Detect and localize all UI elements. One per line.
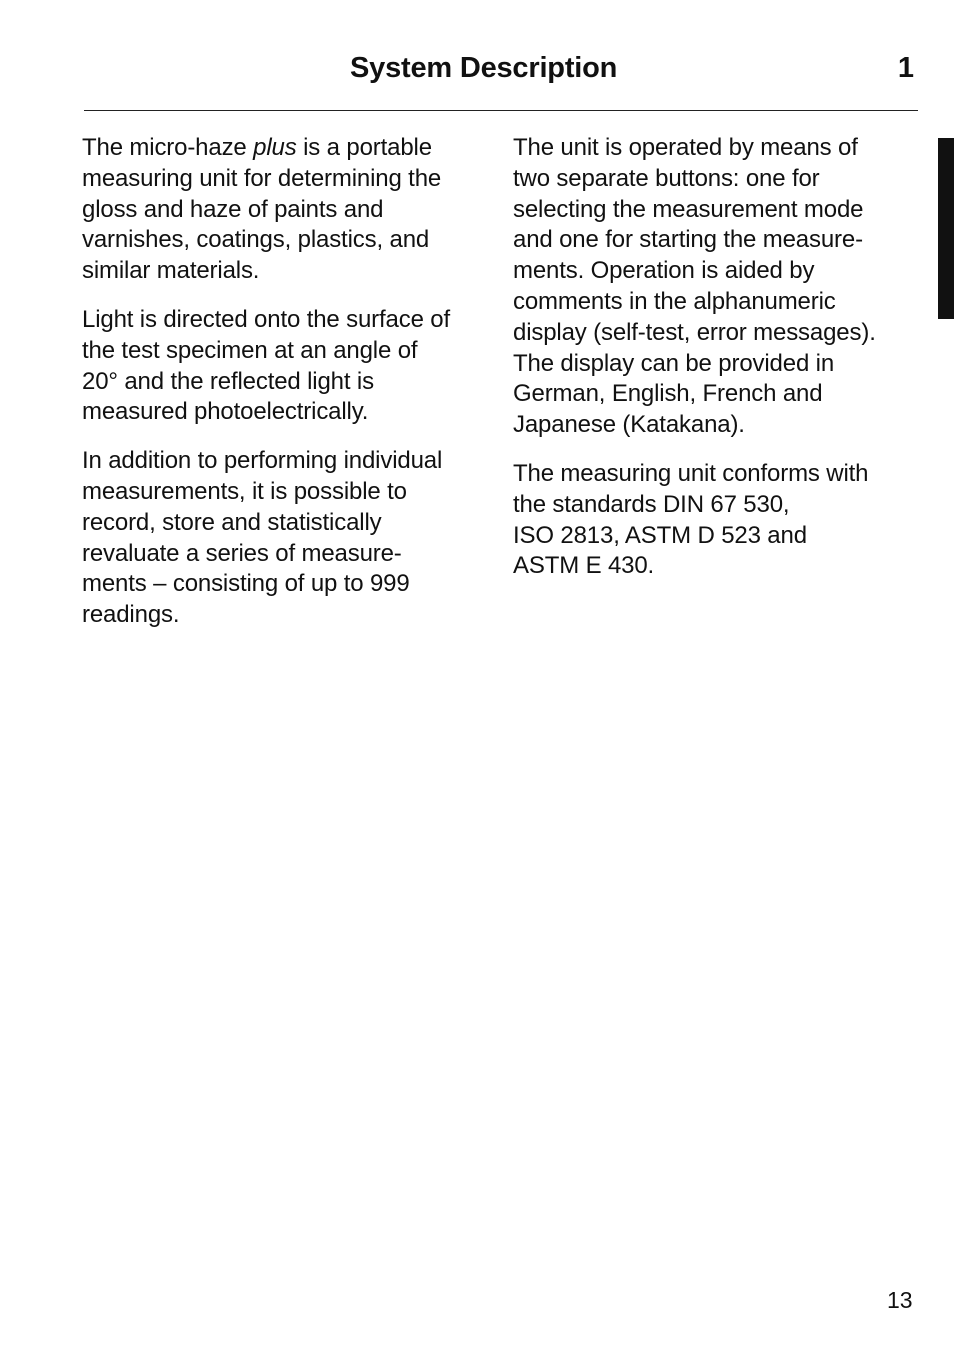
- text-line: selecting the measurement mode: [513, 195, 864, 223]
- paragraph-measurement-principle: [82, 305, 497, 428]
- text-line: display (self-test, error messages).: [513, 318, 876, 346]
- text-line: Light is directed onto the surface of: [82, 305, 451, 333]
- text-line: ISO 2813, ASTM D 523 and: [513, 521, 807, 549]
- text-line: The measuring unit conforms with: [513, 459, 869, 487]
- text-line: ments. Operation is aided by: [513, 257, 815, 285]
- text-run: The micro-haze: [82, 134, 254, 161]
- page-title: System Description: [350, 52, 618, 84]
- text-line: Japanese (Katakana).: [513, 411, 745, 439]
- product-name-emphasis: plus: [253, 134, 297, 161]
- text-line: 20° and the reflected light is: [82, 367, 374, 395]
- left-text-column: [82, 133, 497, 649]
- text-line: and one for starting the measure-: [513, 226, 863, 254]
- text-line: record, store and statistically: [82, 508, 382, 536]
- paragraph-product-intro: [82, 133, 497, 287]
- text-line: readings.: [82, 601, 180, 629]
- text-line: ments – consisting of up to 999: [82, 570, 410, 598]
- text-line: varnishes, coatings, plastics, and: [82, 226, 430, 254]
- text-line: the test specimen at an angle of: [82, 336, 418, 364]
- text-line: The unit is operated by means of: [513, 134, 858, 161]
- paragraph-series-measurements: [82, 446, 497, 631]
- paragraph-standards: [513, 459, 923, 582]
- text-line: comments in the alphanumeric: [513, 287, 836, 315]
- text-line: The display can be provided in: [513, 349, 835, 377]
- text-line: ASTM E 430.: [513, 552, 655, 580]
- text-line: measuring unit for determining the: [82, 164, 442, 192]
- text-line: German, English, French and: [513, 380, 823, 408]
- text-line: revaluate a series of measure-: [82, 539, 402, 567]
- text-line: similar materials.: [82, 257, 260, 285]
- page-number: 13: [887, 1287, 913, 1313]
- text-line: [82, 133, 497, 164]
- text-run: is a portable: [296, 134, 432, 161]
- paragraph-operation: [513, 133, 923, 441]
- page-header: [84, 48, 918, 111]
- text-line: measurements, it is possible to: [82, 477, 407, 505]
- chapter-tab-marker: [938, 138, 954, 319]
- text-line: gloss and haze of paints and: [82, 195, 384, 223]
- text-line: two separate buttons: one for: [513, 164, 820, 192]
- right-text-column: [513, 133, 923, 600]
- text-line: In addition to performing individual: [82, 447, 443, 475]
- text-line: measured photoelectrically.: [82, 398, 369, 426]
- text-line: the standards DIN 67 530,: [513, 490, 790, 518]
- chapter-number: 1: [897, 52, 914, 84]
